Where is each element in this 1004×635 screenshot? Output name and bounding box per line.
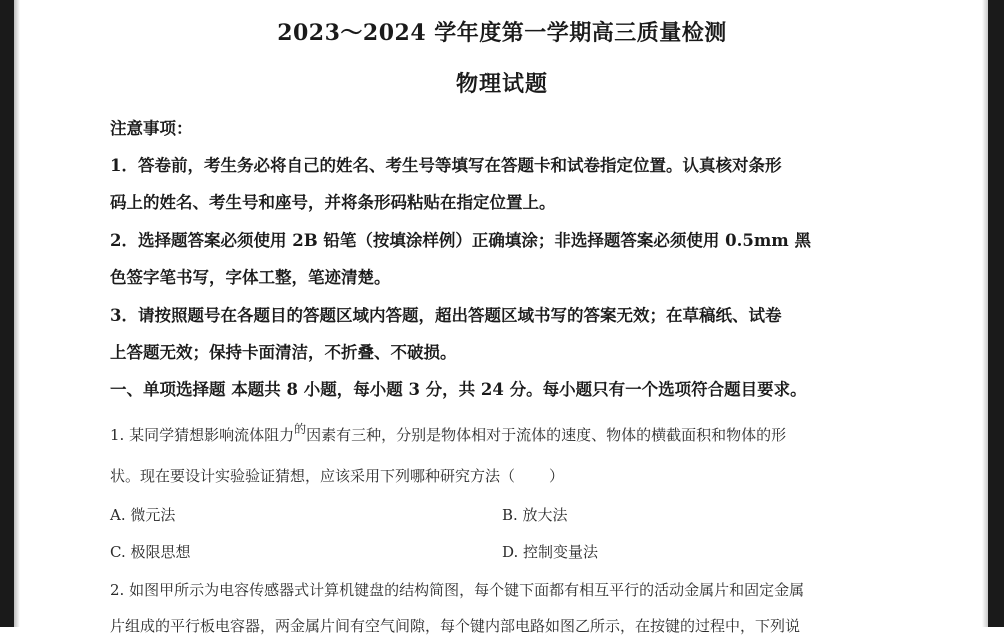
question-1-option-c: C. 极限思想 — [110, 543, 191, 561]
question-1-text-b: 因素有三种，分别是物体相对于流体的速度、物体的横截面积和物体的形 — [306, 426, 787, 444]
question-1-line-2-text: 状。现在要设计实验验证猜想，应该采用下列哪种研究方法（ — [110, 467, 516, 485]
question-1-paren-close: ） — [549, 467, 565, 485]
notice-item-1-line-1: 1．答卷前，考生务必将自己的姓名、考生号等填写在答题卡和试卷指定位置。认真核对条形 — [110, 156, 782, 175]
page-title: 2023～2024 学年度第一学期高三质量检测 — [277, 20, 727, 46]
notice-heading: 注意事项： — [110, 119, 193, 138]
question-1-option-a: A. 微元法 — [110, 506, 176, 524]
question-1-option-d: D. 控制变量法 — [502, 543, 599, 561]
question-1-text-a: 1. 某同学猜想影响流体阻力 — [110, 426, 295, 444]
notice-item-3-line-2: 上答题无效；保持卡面清洁，不折叠、不破损。 — [110, 343, 457, 362]
section-1-heading: 一、单项选择题 本题共 8 小题，每小题 3 分，共 24 分。每小题只有一个选项符合题目要求。 — [110, 380, 807, 399]
page-subtitle: 物理试题 — [455, 71, 548, 97]
question-1-option-b: B. 放大法 — [502, 506, 568, 524]
question-2-line-2: 片组成的平行板电容器，两金属片间有空气间隙，每个键内部电路如图乙所示，在按键的过程中，下列说 — [110, 617, 801, 635]
question-1-line-1 — [110, 422, 787, 444]
notice-item-3-line-1: 3．请按照题号在各题目的答题区域内答题，超出答题区域书写的答案无效；在草稿纸、试卷 — [110, 306, 782, 325]
notice-item-1-line-2: 码上的姓名、考生号和座号，并将条形码粘贴在指定位置上。 — [110, 193, 556, 212]
notice-item-2-line-1: 2．选择题答案必须使用 2B 铅笔（按填涂样例）正确填涂；非选择题答案必须使用 0.5mm 黑 — [110, 231, 812, 250]
notice-item-2-line-2: 色签字笔书写，字体工整，笔迹清楚。 — [110, 268, 391, 287]
question-2-line-1: 2. 如图甲所示为电容传感器式计算机键盘的结构简图，每个键下面都有相互平行的活动金属片和固定金属 — [110, 581, 805, 599]
question-1-line-2 — [110, 469, 564, 484]
question-1-superscript: 的 — [294, 422, 307, 436]
